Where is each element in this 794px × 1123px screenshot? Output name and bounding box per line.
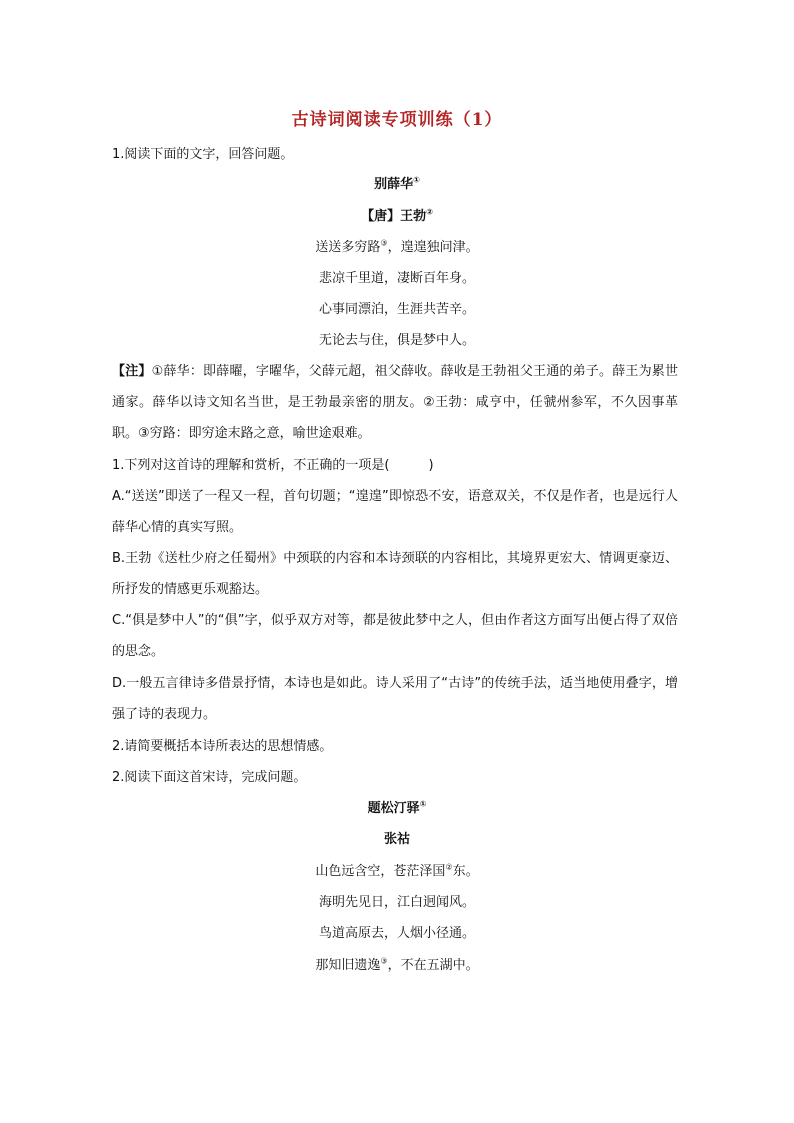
document-title: 古诗词阅读专项训练（1）	[291, 110, 503, 130]
poem-1-author-footnote-mark: ②	[426, 207, 433, 217]
question-2-prompt: 2.阅读下面这首宋诗，完成问题。	[112, 770, 307, 785]
poem-1-notes	[112, 356, 678, 449]
option-a: A.“送送”即送了一程又一程，首句切题；“遑遑”即惊恐不安，语意双关，不仅是作者，也是远行人薛华心情的真实写照。	[112, 489, 678, 535]
option-d: D.一般五言律诗多借景抒情，本诗也是如此。诗人采用了“古诗”的传统手法，适当地使用叠字，增强了诗的表现力。	[112, 676, 678, 722]
poem-1-line-1-part-a: 送送多穷路	[315, 240, 381, 255]
question-1-prompt: 1.阅读下面的文字，回答问题。	[112, 147, 294, 162]
poem-1-line	[0, 332, 794, 350]
poem-1-line-3: 心事同漂泊，生涯共苦辛。	[318, 302, 475, 317]
notes-text: ①薛华：即薛曜，字曜华，父薛元超，祖父薛收。薛收是王勃祖父王通的弟子。薛王为累世通家。薛华以诗文知名当世，是王勃最亲密的朋友。②王勃：咸亨中，任虢州参军，不久因事革职。③穷路：即穷途末路之意，喻世途艰难。	[112, 364, 678, 441]
poem-2-line	[0, 863, 794, 881]
option-b: B.王勃《送杜少府之任蜀州》中颈联的内容和本诗颈联的内容相比，其境界更宏大、情调更豪迈、所抒发的情感更乐观豁达。	[112, 551, 678, 597]
poem-1-author-text: 【唐】王勃	[361, 209, 427, 224]
poem-2-line-1-part-b: 东。	[452, 864, 479, 879]
poem-2-line-4-part-a: 那知旧遗逸	[315, 958, 381, 973]
poem-2-line	[0, 925, 794, 943]
poem-1-line-4: 无论去与住，俱是梦中人。	[318, 333, 475, 348]
poem-1-author	[0, 208, 794, 226]
poem-2-line	[0, 894, 794, 912]
notes-label: 【注】	[112, 364, 152, 379]
sub-question-1-stem: 1.下列对这首诗的理解和赏析，不正确的一项是( )	[112, 458, 434, 473]
poem-2-line	[0, 957, 794, 975]
sub-question-2-stem: 2.请简要概括本诗所表达的思想情感。	[112, 739, 333, 754]
poem-1-line-1-part-b: ，遑遑独问津。	[387, 240, 479, 255]
poem-2-author: 张祜	[383, 832, 410, 847]
poem-1-line	[0, 270, 794, 288]
poem-1-line	[0, 301, 794, 319]
poem-1-line	[0, 239, 794, 257]
poem-2-title-footnote-mark: ①	[419, 799, 427, 809]
poem-2-line-2: 海明先见日，江白迥闻风。	[318, 895, 475, 910]
poem-1-line-1-footnote-mark: ③	[380, 238, 388, 248]
poem-1-title	[0, 176, 794, 194]
poem-2-line-3: 鸟道高原去，人烟小径通。	[318, 926, 475, 941]
poem-1-title-text: 别薛华	[374, 177, 414, 192]
option-c: C.“俱是梦中人”的“俱”字，似乎双方对等，都是彼此梦中之人，但由作者这方面写出便占得了双倍的思念。	[112, 613, 678, 659]
poem-1-line-2: 悲凉千里道，凄断百年身。	[318, 271, 475, 286]
poem-2-line-4-footnote-mark: ③	[380, 956, 388, 966]
poem-2-line-1-part-a: 山色远含空，苍茫泽国	[315, 864, 446, 879]
poem-2-title	[0, 800, 794, 818]
poem-1-title-footnote-mark: ①	[413, 175, 420, 185]
poem-2-line-4-part-b: ，不在五湖中。	[387, 958, 479, 973]
poem-2-title-text: 题松汀驿	[367, 801, 420, 816]
poem-2-line-1-footnote-mark: ②	[445, 862, 453, 872]
